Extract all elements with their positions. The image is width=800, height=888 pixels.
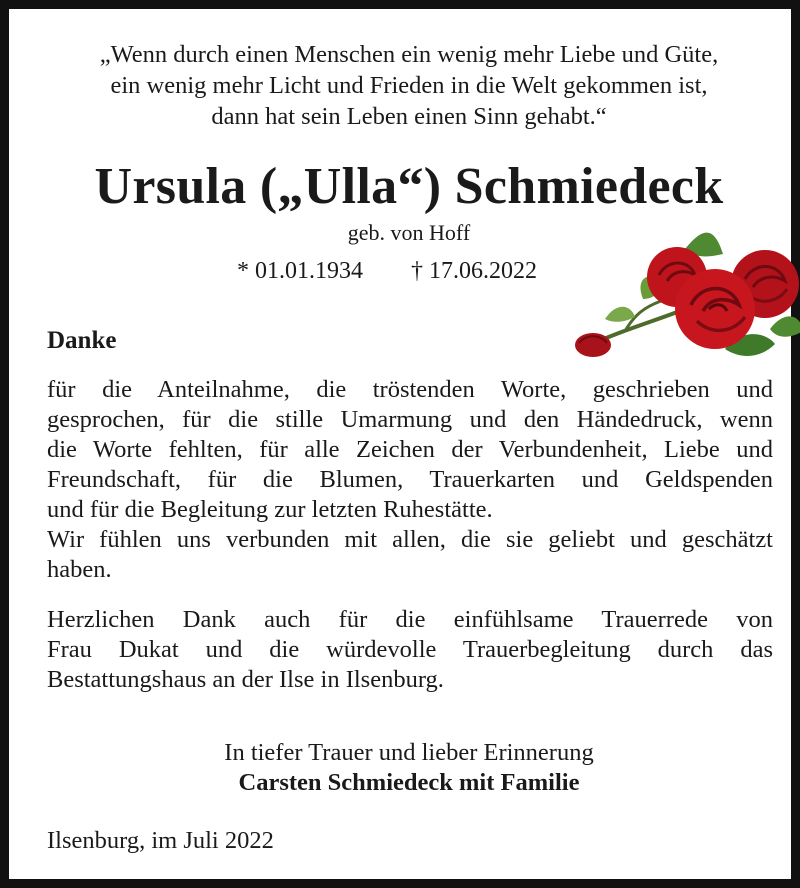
paragraph-line: Bestattungshaus an der Ilse in Ilsenburg.: [47, 666, 444, 693]
signature-block: [9, 738, 800, 798]
death-date: † 17.06.2022: [411, 258, 537, 284]
deceased-name: Ursula („Ulla“) Schmiedeck: [94, 158, 724, 215]
paragraph-line: für die Anteilnahme, die tröstenden Worte, geschrieben und: [47, 376, 773, 403]
quote-line: ein wenig mehr Licht und Frieden in die Welt gekommen ist,: [110, 72, 708, 99]
place-date: Ilsenburg, im Juli 2022: [47, 827, 274, 854]
birth-date: * 01.01.1934: [237, 258, 363, 284]
paragraph-line: haben.: [47, 556, 112, 583]
memorial-quote: [29, 39, 789, 132]
paragraph-line: gesprochen, für die stille Umarmung und den Händedruck, wenn: [47, 406, 773, 433]
family-name: Carsten Schmiedeck mit Familie: [238, 769, 580, 796]
acknowledgement-paragraph: [47, 605, 773, 695]
thanks-paragraph: [47, 375, 773, 585]
quote-line: „Wenn durch einen Menschen ein wenig mehr Liebe und Güte,: [99, 41, 719, 68]
quote-line: dann hat sein Leben einen Sinn gehabt.“: [211, 103, 607, 130]
paragraph-line: Wir fühlen uns verbunden mit allen, die sie geliebt und geschätzt: [47, 526, 773, 553]
paragraph-line: Herzlichen Dank auch für die einfühlsame Trauerrede von: [47, 606, 773, 633]
life-dates: [237, 256, 537, 286]
paragraph-line: Freundschaft, für die Blumen, Trauerkarten und Geldspenden: [47, 466, 773, 493]
mourning-line: In tiefer Trauer und lieber Erinnerung: [224, 739, 594, 766]
red-roses-icon: [565, 209, 800, 369]
paragraph-line: Frau Dukat und die würdevolle Trauerbegleitung durch das: [47, 636, 773, 663]
thanks-heading: Danke: [47, 327, 117, 354]
birth-name: geb. von Hoff: [347, 220, 471, 245]
paragraph-line: und für die Begleitung zur letzten Ruhestätte.: [47, 496, 493, 523]
paragraph-line: die Worte fehlten, für alle Zeichen der Verbundenheit, Liebe und: [47, 436, 773, 463]
